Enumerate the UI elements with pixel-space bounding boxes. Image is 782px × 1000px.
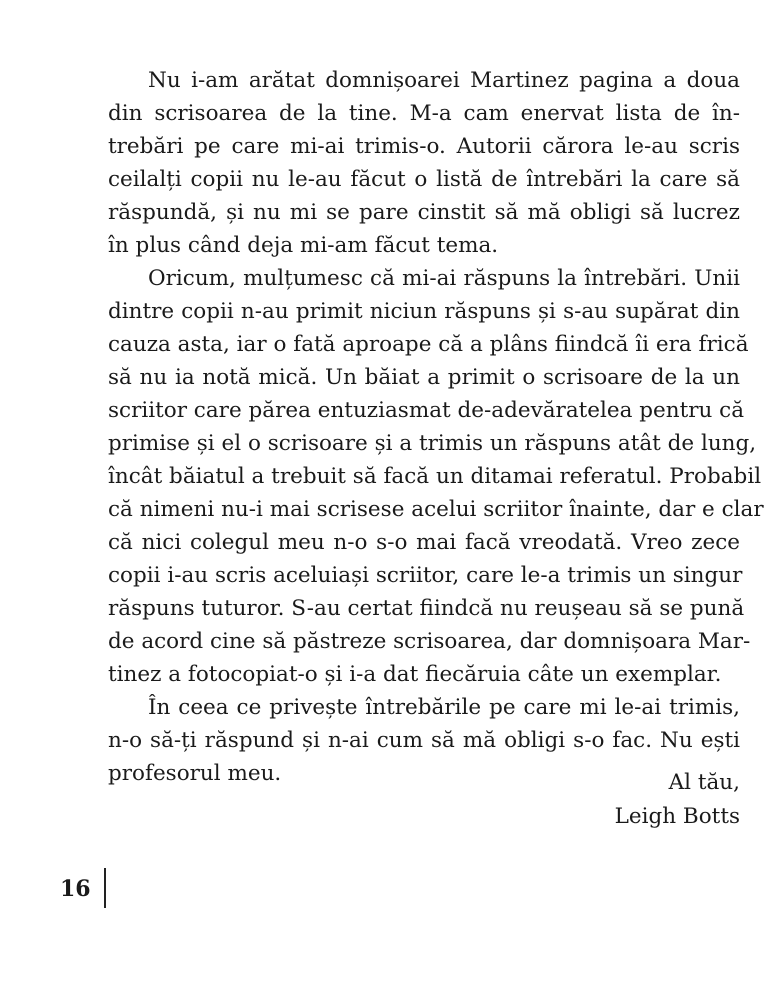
text-line: dintre copii n-au primit niciun răspuns și s-au supărat din (108, 299, 740, 324)
text-line: în plus când deja mi-am făcut tema. (108, 233, 499, 258)
text-line: să nu ia notă mică. Un băiat a primit o scrisoare de la un (108, 365, 740, 390)
closing-line: Al tău, (668, 770, 740, 795)
letter-signature-block (615, 766, 740, 834)
text-line: tinez a fotocopiat-o și i-a dat fiecăruia câte un exemplar. (108, 662, 722, 687)
text-line: profesorul meu. (108, 761, 282, 786)
text-line: n-o să-ți răspund și n-ai cum să mă obligi s-o fac. Nu ești (108, 728, 740, 753)
text-line: încât băiatul a trebuit să facă un ditamai referatul. Probabil (108, 464, 762, 489)
text-line: de acord cine să păstreze scrisoarea, dar domnișoara Mar- (108, 629, 751, 654)
text-line: ceilalți copii nu le-au făcut o listă de întrebări la care să (108, 167, 740, 192)
text-line: că nimeni nu-i mai scrisese acelui scriitor înainte, dar e clar (108, 497, 764, 522)
text-line: scriitor care părea entuziasmat de-adevăratelea pentru că (108, 398, 745, 423)
text-line: copii i-au scris aceluiași scriitor, care le-a trimis un singur (108, 563, 743, 588)
text-line: răspundă, și nu mi se pare cinstit să mă obligi să lucrez (108, 200, 740, 225)
page-number: 16 (60, 876, 91, 902)
letter-body (108, 64, 764, 790)
text-line: În ceea ce privește întrebările pe care mi le-ai trimis, (148, 695, 740, 720)
text-line: că nici colegul meu n-o s-o mai facă vreodată. Vreo zece (108, 530, 740, 555)
text-line: cauza asta, iar o fată aproape că a plâns fiindcă îi era frică (108, 332, 749, 357)
text-line: Oricum, mulțumesc că mi-ai răspuns la întrebări. Unii (148, 266, 740, 291)
text-line: trebări pe care mi-ai trimis-o. Autorii cărora le-au scris (108, 134, 740, 159)
page-number-divider (104, 868, 106, 908)
text-line: răspuns tuturor. S-au certat fiindcă nu reușeau să se pună (108, 596, 745, 621)
text-line: Nu i-am arătat domnișoarei Martinez pagina a doua (148, 68, 740, 93)
text-line: din scrisoarea de la tine. M-a cam enervat lista de în- (108, 101, 740, 126)
text-line: primise și el o scrisoare și a trimis un răspuns atât de lung, (108, 431, 757, 456)
signature-name: Leigh Botts (614, 804, 740, 829)
